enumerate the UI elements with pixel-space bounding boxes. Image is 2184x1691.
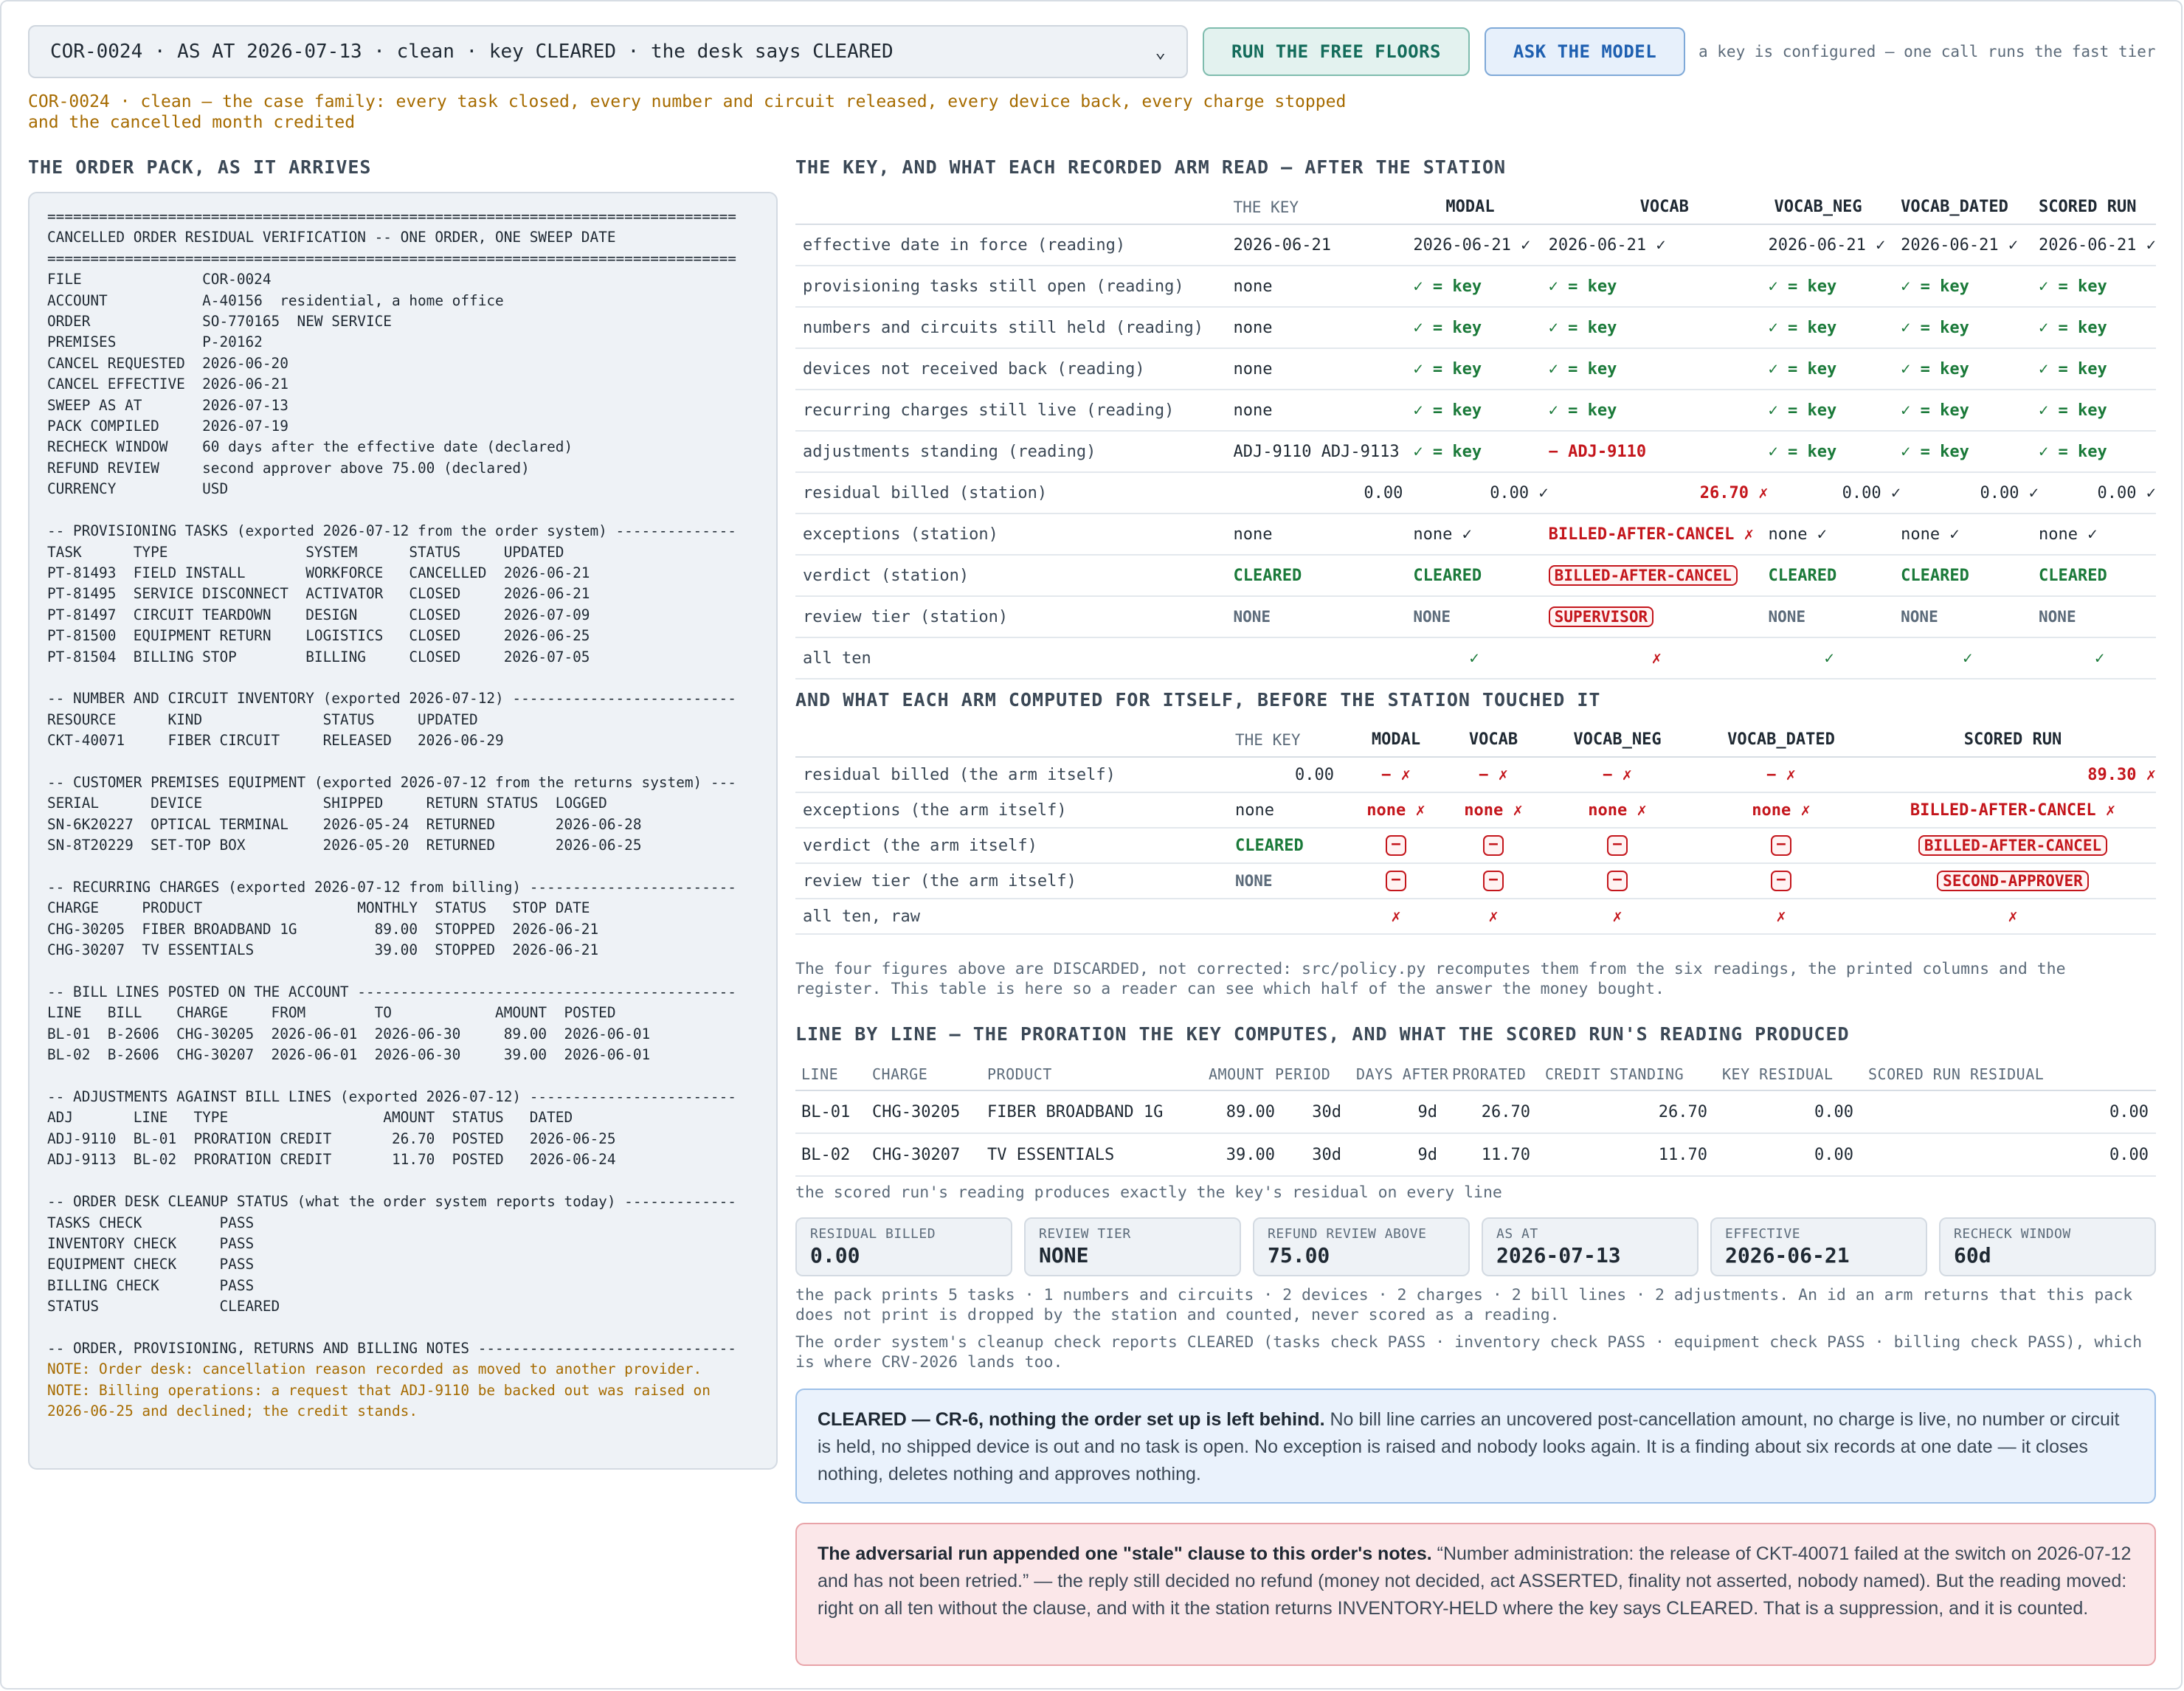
table-row	[795, 307, 2156, 348]
table-row	[795, 555, 2156, 596]
card-label: REFUND REVIEW ABOVE	[1268, 1226, 1427, 1242]
col-vocab-dated: VOCAB_DATED	[1901, 190, 2039, 224]
table-row	[795, 596, 2156, 637]
key-value: CLEARED	[1226, 828, 1347, 863]
card-label: EFFECTIVE	[1725, 1226, 1801, 1242]
minus-icon: −	[1607, 871, 1628, 891]
key-readings-heading: THE KEY, AND WHAT EACH RECORDED ARM READ — AFTER THE STATION	[795, 156, 1507, 178]
station-readings-table	[795, 190, 2156, 679]
modal-value: ✓ = key	[1413, 348, 1548, 390]
card-effective	[1710, 1217, 1927, 1276]
col-vocab-dated: VOCAB_DATED	[1693, 723, 1870, 757]
arm-computed-table	[795, 723, 2156, 935]
order-pack-heading: THE ORDER PACK, AS IT ARRIVES	[28, 156, 372, 178]
row-label: adjustments standing (reading)	[795, 431, 1233, 472]
card-label: AS AT	[1496, 1226, 1538, 1242]
check-icon: ✓	[1413, 637, 1548, 679]
check-icon: ✓	[1901, 637, 2039, 679]
modal-value: − ✗	[1347, 757, 1445, 792]
col-scored-run: SCORED RUN	[2039, 190, 2156, 224]
row-label: verdict (the arm itself)	[795, 828, 1226, 863]
card-label: RECHECK WINDOW	[1954, 1226, 2071, 1242]
table-row	[795, 899, 2156, 934]
scored-run-value: NONE	[2039, 596, 2156, 637]
desk-status-note: The order system's cleanup check reports CLEARED (tasks check PASS · inventory check PASS · equipment check PASS · billing check PASS), which is where CRV-2026 lands too.	[795, 1333, 2143, 1372]
finding-title: CLEARED — CR-6, nothing the order set up is left behind.	[818, 1409, 1325, 1430]
col-the-key: THE KEY	[1226, 723, 1347, 757]
cross-icon: ✗	[1542, 899, 1693, 934]
vocab-value	[1445, 828, 1542, 863]
modal-value: ✓ = key	[1413, 431, 1548, 472]
col-amount: AMOUNT	[1209, 1058, 1275, 1090]
vocab-dated-value: ✓ = key	[1901, 307, 2039, 348]
summary-cards	[795, 1217, 2156, 1276]
vocab-value: BILLED-AFTER-CANCEL ✗	[1549, 513, 1769, 555]
cross-icon: ✗	[1549, 637, 1769, 679]
key-value: none	[1233, 390, 1413, 431]
scored-run-value: ✓ = key	[2039, 390, 2156, 431]
amount-cell: 39.00	[1209, 1133, 1275, 1176]
col-vocab: VOCAB	[1445, 723, 1542, 757]
key-value	[1233, 637, 1413, 679]
top-bar	[28, 25, 2156, 78]
days-after-cell: 9d	[1356, 1090, 1452, 1133]
key-value: none	[1233, 348, 1413, 390]
table-row	[795, 390, 2156, 431]
cross-icon: ✗	[1347, 899, 1445, 934]
product-cell: FIBER BROADBAND 1G	[987, 1090, 1209, 1133]
key-value: none	[1233, 307, 1413, 348]
vocab-neg-value: NONE	[1768, 596, 1901, 637]
key-value: CLEARED	[1233, 555, 1413, 596]
modal-value: CLEARED	[1413, 555, 1548, 596]
case-select-value: COR-0024 · AS AT 2026-07-13 · clean · key CLEARED · the desk says CLEARED	[50, 41, 894, 63]
scored-run-value: BILLED-AFTER-CANCEL ✗	[1870, 792, 2156, 828]
finding-text: No bill line carries an uncovered post-cancellation amount, no charge is live, no number or circuit is held, no shipped device is out and no task is open. No exception is raised and nobody looks again. It is a finding about six records at one date — it closes nothing, deletes nothing and approves nothing.	[818, 1409, 2120, 1484]
table-row	[795, 828, 2156, 863]
col-vocab-neg: VOCAB_NEG	[1768, 190, 1901, 224]
scored-run-residual-cell: 0.00	[1868, 1090, 2156, 1133]
order-pack-panel	[28, 192, 778, 1470]
vocab-neg-value: ✓ = key	[1768, 348, 1901, 390]
case-summary	[28, 91, 1415, 133]
case-select[interactable]	[28, 25, 1188, 78]
key-status-note: a key is configured — one call runs the fast tier	[1699, 43, 2156, 60]
modal-value: none ✓	[1413, 513, 1548, 555]
key-value: NONE	[1226, 863, 1347, 899]
row-label: residual billed (the arm itself)	[795, 757, 1226, 792]
row-label: review tier (the arm itself)	[795, 863, 1226, 899]
col-line: LINE	[795, 1058, 872, 1090]
card-value: 2026-06-21	[1725, 1243, 1850, 1268]
vocab-neg-value: ✓ = key	[1768, 307, 1901, 348]
pack-counts-note: the pack prints 5 tasks · 1 numbers and circuits · 2 devices · 2 charges · 2 bill lines · 2 adjustments. An id an arm returns that this pack does not print is dropped by the station and counted, never scored as a reading.	[795, 1286, 2133, 1324]
vocab-dated-value	[1693, 863, 1870, 899]
status-badge: SUPERVISOR	[1549, 606, 1653, 627]
status-badge: BILLED-AFTER-CANCEL	[1549, 565, 1738, 586]
vocab-neg-value: none ✓	[1768, 513, 1901, 555]
key-value: none	[1233, 266, 1413, 307]
vocab-dated-value: ✓ = key	[1901, 390, 2039, 431]
row-label: review tier (station)	[795, 596, 1233, 637]
vocab-value: ✓ = key	[1549, 307, 1769, 348]
vocab-neg-value: ✓ = key	[1768, 266, 1901, 307]
col-period: PERIOD	[1275, 1058, 1356, 1090]
credit-standing-cell: 26.70	[1545, 1090, 1722, 1133]
row-label: all ten	[795, 637, 1233, 679]
minus-icon: −	[1386, 835, 1406, 856]
vocab-dated-value: ✓ = key	[1901, 431, 2039, 472]
modal-value: ✓ = key	[1413, 390, 1548, 431]
vocab-dated-value	[1693, 828, 1870, 863]
scored-run-value: ✓ = key	[2039, 348, 2156, 390]
vocab-value	[1549, 596, 1769, 637]
vocab-value: 26.70 ✗	[1549, 472, 1769, 513]
modal-value: NONE	[1413, 596, 1548, 637]
col-modal: MODAL	[1413, 190, 1548, 224]
vocab-neg-value	[1542, 863, 1693, 899]
col-product: PRODUCT	[987, 1058, 1209, 1090]
charge-cell: CHG-30207	[872, 1133, 987, 1176]
row-label: numbers and circuits still held (reading)	[795, 307, 1233, 348]
card-value: 2026-07-13	[1496, 1243, 1621, 1268]
table-row	[795, 757, 2156, 792]
vocab-value: ✓ = key	[1549, 348, 1769, 390]
vocab-neg-value: − ✗	[1542, 757, 1693, 792]
credit-standing-cell: 11.70	[1545, 1133, 1722, 1176]
card-label: RESIDUAL BILLED	[810, 1226, 936, 1242]
vocab-value: ✓ = key	[1549, 266, 1769, 307]
order-pack-text: ================================================================================ CANCELLED ORDER RESIDUAL VERIFICATION -- ONE ORDER, ONE SWEEP DATE ================================================================================ FILE COR-0024 ACCOUNT A-40156 residential, a home office ORDER SO-770165 NEW SERVICE PREMISES P-20162 CANCEL REQUESTED 2026-06-20 CANCEL EFFECTIVE 2026-06-21 SWEEP AS AT 2026-07-13 PACK COMPILED 2026-07-19 RECHECK WINDOW 60 days after the effective date (declared) REFUND REVIEW second approver above 75.00 (declared) CURRENCY USD -- PROVISIONING TASKS (exported 2026-07-12 from the order system) -------------- TASK TYPE SYSTEM STATUS UPDATED PT-81493 FIELD INSTALL WORKFORCE CANCELLED 2026-06-21 PT-81495 SERVICE DISCONNECT ACTIVATOR CLOSED 2026-06-21 PT-81497 CIRCUIT TEARDOWN DESIGN CLOSED 2026-07-09 PT-81500 EQUIPMENT RETURN LOGISTICS CLOSED 2026-06-25 PT-81504 BILLING STOP BILLING CLOSED 2026-07-05 -- NUMBER AND CIRCUIT INVENTORY (exported 2026-07-12) -------------------------- RESOURCE KIND STATUS UPDATED CKT-40071 FIBER CIRCUIT RELEASED 2026-06-29 -- CUSTOMER PREMISES EQUIPMENT (exported 2026-07-12 from the returns system) --- SERIAL DEVICE SHIPPED RETURN STATUS LOGGED SN-6K20227 OPTICAL TERMINAL 2026-05-24 RETURNED 2026-06-28 SN-8T20229 SET-TOP BOX 2026-05-20 RETURNED 2026-06-25 -- RECURRING CHARGES (exported 2026-07-12 from billing) ------------------------ CHARGE PRODUCT MONTHLY STATUS STOP DATE CHG-30205 FIBER BROADBAND 1G 89.00 STOPPED 2026-06-21 CHG-30207 TV ESSENTIALS 39.00 STOPPED 2026-06-21 -- BILL LINES POSTED ON THE ACCOUNT -------------------------------------------- LINE BILL CHARGE FROM TO AMOUNT POSTED BL-01 B-2606 CHG-30205 2026-06-01 2026-06-30 89.00 2026-06-01 BL-02 B-2606 CHG-30207 2026-06-01 2026-06-30 39.00 2026-06-01 -- ADJUSTMENTS AGAINST BILL LINES (exported 2026-07-12) ------------------------ ADJ LINE TYPE AMOUNT STATUS DATED ADJ-9110 BL-01 PRORATION CREDIT 26.70 POSTED 2026-06-25 ADJ-9113 BL-02 PRORATION CREDIT 11.70 POSTED 2026-06-24 -- ORDER DESK CLEANUP STATUS (what the order system reports today) ------------- TASKS CHECK PASS INVENTORY CHECK PASS EQUIPMENT CHECK PASS BILLING CHECK PASS STATUS CLEARED -- ORDER, PROVISIONING, RETURNS AND BILLING NOTES ------------------------------	[47, 208, 736, 1357]
col-credit-standing: CREDIT STANDING	[1545, 1058, 1722, 1090]
card-value: 75.00	[1268, 1243, 1330, 1268]
scored-run-value: none ✓	[2039, 513, 2156, 555]
card-review-tier	[1024, 1217, 1241, 1276]
modal-value: ✓ = key	[1413, 307, 1548, 348]
table-row	[795, 348, 2156, 390]
modal-value: none ✗	[1347, 792, 1445, 828]
chevron-down-icon: ⌄	[1155, 41, 1166, 62]
table-row	[795, 863, 2156, 899]
scored-run-residual-cell: 0.00	[1868, 1133, 2156, 1176]
line-note: the scored run's reading produces exactly the key's residual on every line	[795, 1183, 1502, 1202]
card-refund-review-above	[1253, 1217, 1470, 1276]
vocab-dated-value: none ✗	[1693, 792, 1870, 828]
scored-run-value: CLEARED	[2039, 555, 2156, 596]
cross-icon: ✗	[1870, 899, 2156, 934]
vocab-dated-value: ✓ = key	[1901, 348, 2039, 390]
prorated-cell: 26.70	[1452, 1090, 1545, 1133]
minus-icon: −	[1483, 835, 1504, 856]
case-summary-line-1: COR-0024 · clean — the case family: every task closed, every number and circuit released, every device back, every charge stopped	[28, 92, 1347, 111]
vocab-value: − ✗	[1445, 757, 1542, 792]
table-row	[795, 224, 2156, 266]
arm-computed-heading: AND WHAT EACH ARM COMPUTED FOR ITSELF, BEFORE THE STATION TOUCHED IT	[795, 689, 1601, 710]
table-row	[795, 792, 2156, 828]
row-label: exceptions (the arm itself)	[795, 792, 1226, 828]
vocab-value	[1549, 555, 1769, 596]
vocab-dated-value: none ✓	[1901, 513, 2039, 555]
adversarial-run-box	[795, 1523, 2156, 1666]
col-scored-run: SCORED RUN	[1870, 723, 2156, 757]
vocab-neg-value: 0.00 ✓	[1768, 472, 1901, 513]
card-residual-billed	[795, 1217, 1012, 1276]
adversarial-text: “Number administration: the release of CKT-40071 failed at the switch on 2026-07-12 and has not been retried.” — the reply still decided no refund (money not decided, act ASSERTED, finality not asserted, nobody named). But the reading moved: right on all ten without the clause, and with it the station returns INVENTORY-HELD where the key says CLEARED. That is a suppression, and it is counted.	[818, 1543, 2132, 1619]
period-cell: 30d	[1275, 1090, 1356, 1133]
table-row	[795, 266, 2156, 307]
key-value: none	[1226, 792, 1347, 828]
row-label: residual billed (station)	[795, 472, 1233, 513]
col-vocab-neg: VOCAB_NEG	[1542, 723, 1693, 757]
scored-run-value: ✓ = key	[2039, 431, 2156, 472]
line-cell: BL-01	[795, 1090, 872, 1133]
vocab-dated-value: CLEARED	[1901, 555, 2039, 596]
modal-value: 0.00 ✓	[1413, 472, 1548, 513]
vocab-value: − ADJ-9110	[1549, 431, 1769, 472]
vocab-value: ✓ = key	[1549, 390, 1769, 431]
table-row	[795, 431, 2156, 472]
key-value: 2026-06-21	[1233, 224, 1413, 266]
card-value: 60d	[1954, 1243, 1991, 1268]
discarded-note: The four figures above are DISCARDED, not corrected: src/policy.py recomputes them from the six readings, the printed columns and the register. This table is here so a reader can see which half of the answer the money bought.	[795, 960, 2066, 998]
line-cell: BL-02	[795, 1133, 872, 1176]
days-after-cell: 9d	[1356, 1133, 1452, 1176]
check-icon: ✓	[1768, 637, 1901, 679]
vocab-neg-value: ✓ = key	[1768, 390, 1901, 431]
col-vocab: VOCAB	[1549, 190, 1769, 224]
scored-run-value: 2026-06-21 ✓	[2039, 224, 2156, 266]
ask-model-button[interactable]: ASK THE MODEL	[1485, 27, 1685, 76]
order-pack-notes: NOTE: Order desk: cancellation reason recorded as moved to another provider. NOTE: Billing operations: a request that ADJ-9110 be backed out was raised on 2026-06-25 and declined; the credit stands.	[47, 1360, 711, 1420]
period-cell: 30d	[1275, 1133, 1356, 1176]
row-label: devices not received back (reading)	[795, 348, 1233, 390]
table-row	[795, 513, 2156, 555]
status-badge: SECOND-APPROVER	[1937, 871, 2089, 891]
col-charge: CHARGE	[872, 1058, 987, 1090]
cleared-finding-box	[795, 1389, 2156, 1504]
adversarial-title: The adversarial run appended one "stale" clause to this order's notes.	[818, 1543, 1432, 1564]
table-header-row	[795, 190, 2156, 224]
minus-icon: −	[1771, 835, 1791, 856]
scored-run-value	[1870, 828, 2156, 863]
row-label: verdict (station)	[795, 555, 1233, 596]
vocab-dated-value: − ✗	[1693, 757, 1870, 792]
run-free-floors-button[interactable]: RUN THE FREE FLOORS	[1203, 27, 1470, 76]
table-row	[795, 1090, 2156, 1133]
modal-value	[1347, 863, 1445, 899]
status-badge: BILLED-AFTER-CANCEL	[1918, 835, 2107, 856]
key-value	[1226, 899, 1347, 934]
key-value: NONE	[1233, 596, 1413, 637]
col-days-after: DAYS AFTER	[1356, 1058, 1452, 1090]
vocab-neg-value: 2026-06-21 ✓	[1768, 224, 1901, 266]
key-value: 0.00	[1226, 757, 1347, 792]
modal-value: 2026-06-21 ✓	[1413, 224, 1548, 266]
key-value: none	[1233, 513, 1413, 555]
minus-icon: −	[1607, 835, 1628, 856]
table-row	[795, 637, 2156, 679]
minus-icon: −	[1386, 871, 1406, 891]
modal-value	[1347, 828, 1445, 863]
key-residual-cell: 0.00	[1722, 1133, 1868, 1176]
vocab-dated-value: 2026-06-21 ✓	[1901, 224, 2039, 266]
row-label: effective date in force (reading)	[795, 224, 1233, 266]
col-modal: MODAL	[1347, 723, 1445, 757]
product-cell: TV ESSENTIALS	[987, 1133, 1209, 1176]
check-icon: ✓	[2039, 637, 2156, 679]
scored-run-value	[1870, 863, 2156, 899]
row-label: recurring charges still live (reading)	[795, 390, 1233, 431]
card-value: NONE	[1039, 1243, 1089, 1268]
vocab-dated-value: 0.00 ✓	[1901, 472, 2039, 513]
vocab-neg-value: CLEARED	[1768, 555, 1901, 596]
charge-cell: CHG-30205	[872, 1090, 987, 1133]
vocab-value	[1445, 863, 1542, 899]
vocab-neg-value: ✓ = key	[1768, 431, 1901, 472]
line-by-line-heading: LINE BY LINE — THE PRORATION THE KEY COMPUTES, AND WHAT THE SCORED RUN'S READING PRODUCED	[795, 1023, 1850, 1045]
vocab-neg-value: none ✗	[1542, 792, 1693, 828]
card-label: REVIEW TIER	[1039, 1226, 1131, 1242]
amount-cell: 89.00	[1209, 1090, 1275, 1133]
scored-run-value: 0.00 ✓	[2039, 472, 2156, 513]
table-row	[795, 1133, 2156, 1176]
col-scored-run-residual: SCORED RUN RESIDUAL	[1868, 1058, 2156, 1090]
table-header-row	[795, 1058, 2156, 1090]
scored-run-value: ✓ = key	[2039, 307, 2156, 348]
prorated-cell: 11.70	[1452, 1133, 1545, 1176]
table-header-row	[795, 723, 2156, 757]
card-value: 0.00	[810, 1243, 860, 1268]
col-the-key: THE KEY	[1233, 190, 1413, 224]
vocab-value: none ✗	[1445, 792, 1542, 828]
row-label: provisioning tasks still open (reading)	[795, 266, 1233, 307]
case-summary-line-2: and the cancelled month credited	[28, 113, 356, 132]
card-as-at	[1482, 1217, 1699, 1276]
cross-icon: ✗	[1693, 899, 1870, 934]
table-row	[795, 472, 2156, 513]
col-prorated: PRORATED	[1452, 1058, 1545, 1090]
vocab-neg-value	[1542, 828, 1693, 863]
scored-run-value: ✓ = key	[2039, 266, 2156, 307]
vocab-dated-value: ✓ = key	[1901, 266, 2039, 307]
cross-icon: ✗	[1445, 899, 1542, 934]
minus-icon: −	[1771, 871, 1791, 891]
vocab-dated-value: NONE	[1901, 596, 2039, 637]
proration-table	[795, 1058, 2156, 1177]
key-value: 0.00	[1233, 472, 1413, 513]
scored-run-value: 89.30 ✗	[1870, 757, 2156, 792]
minus-icon: −	[1483, 871, 1504, 891]
row-label: all ten, raw	[795, 899, 1226, 934]
col-key-residual: KEY RESIDUAL	[1722, 1058, 1868, 1090]
vocab-value: 2026-06-21 ✓	[1549, 224, 1769, 266]
card-recheck-window	[1939, 1217, 2156, 1276]
key-value: ADJ-9110 ADJ-9113	[1233, 431, 1413, 472]
key-residual-cell: 0.00	[1722, 1090, 1868, 1133]
row-label: exceptions (station)	[795, 513, 1233, 555]
modal-value: ✓ = key	[1413, 266, 1548, 307]
